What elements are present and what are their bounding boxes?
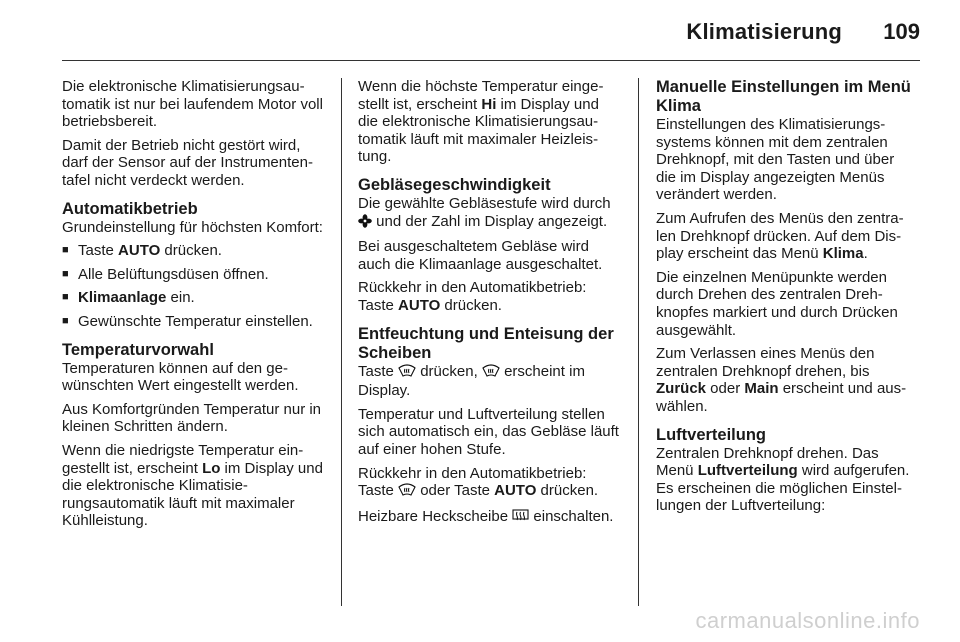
heading-temperaturvorwahl: Temperaturvorwahl [62, 340, 214, 359]
text: Wenn die höchste Temperatur eingestellt ist, erscheint [358, 78, 604, 113]
page-number: 109 [883, 19, 920, 44]
display-value: Hi [481, 95, 497, 113]
paragraph [62, 442, 324, 530]
text: einschalten. [529, 507, 614, 525]
text: im Display und die elektronische Klimatisierungsautomatik läuft mit maximaler Kühlleistung. [62, 459, 323, 530]
text: erscheint und auswählen. [656, 380, 907, 415]
paragraph: Grundeinstellung für höchsten Komfort: [62, 218, 323, 236]
menu-label: Klima [822, 245, 864, 263]
paragraph [358, 279, 620, 314]
windscreen-defrost-icon [398, 363, 416, 383]
heading-manuelle-einstellungen: Manuelle Einstellungen im Menü Klima [656, 78, 911, 115]
text: drücken. [440, 296, 502, 314]
fan-icon [358, 214, 372, 233]
list-item [62, 242, 324, 260]
menu-label: Zurück [656, 380, 707, 398]
instruction-list [62, 242, 324, 330]
text: Taste [358, 362, 399, 380]
text: Taste [78, 242, 119, 260]
menu-label: Main [744, 380, 779, 398]
key-label: Klimaanlage [78, 289, 167, 307]
paragraph: Temperaturen können auf den gewünschten Wert eingestellt werden. [62, 359, 299, 395]
column-divider [341, 78, 342, 606]
text: Die gewählte Gebläsestufe wird durch [358, 194, 611, 212]
paragraph: Die elektronische Klimatisierungsautomatik ist nur bei laufendem Motor voll betriebsbereit. [62, 78, 323, 131]
column-1 [62, 78, 324, 536]
key-label: AUTO [118, 242, 161, 260]
paragraph [358, 465, 620, 502]
paragraph: Temperatur und Luftverteilung stellen sich automatisch ein, das Gebläse läuft auf einer hohen Stufe. [358, 405, 619, 458]
paragraph: Einstellungen des Klimatisierungssystems können mit dem zentralen Drehknopf, mit den Tasten und über die im Display angezeigten Menüs verändert werden. [656, 116, 895, 204]
text: Wenn die niedrigste Temperatur eingestellt ist, erscheint [62, 441, 304, 477]
column-2 [358, 78, 620, 533]
column-divider [638, 78, 639, 606]
key-label: AUTO [494, 482, 537, 500]
rear-window-heating-icon [512, 508, 529, 528]
list-item: ■ Alle Belüftungsdüsen öffnen. [62, 266, 324, 284]
text: Rückkehr in den Automatikbetrieb: Taste [358, 464, 587, 500]
text: oder [706, 380, 745, 398]
paragraph [358, 508, 620, 528]
text: oder Taste [416, 482, 495, 500]
paragraph [358, 78, 620, 166]
page-title: Klimatisierung [686, 19, 842, 44]
paragraph [358, 195, 620, 232]
watermark: carmanualsonline.info [695, 608, 920, 633]
text: Rückkehr in den Automatikbetrieb: Taste [358, 279, 587, 314]
paragraph [358, 363, 620, 400]
text: . [863, 245, 868, 263]
heading-geblaesegeschwindigkeit: Gebläsegeschwindigkeit [358, 175, 551, 194]
text: Zentralen Drehknopf drehen. Das Menü [656, 444, 879, 480]
text: drücken, [416, 362, 482, 380]
heading-entfeuchtung: Entfeuchtung und Enteisung der Scheiben [358, 324, 614, 362]
paragraph: Die einzelnen Menüpunkte werden durch Drehen des zentralen Drehknopfes markiert und durch Drücken ausgewählt. [656, 268, 898, 339]
heading-luftverteilung: Luftverteilung [656, 425, 766, 444]
paragraph [656, 445, 918, 515]
list-item: ■ Gewünschte Temperatur einstellen. [62, 313, 324, 331]
text: erscheint im Display. [358, 362, 585, 400]
text: Heizbare Heckscheibe [358, 507, 513, 525]
text: und der Zahl im Display angezeigt. [372, 212, 608, 230]
windscreen-defrost-icon [398, 482, 416, 502]
text: drücken. [160, 242, 222, 260]
heading-automatikbetrieb: Automatikbetrieb [62, 199, 198, 218]
page-header [0, 14, 960, 54]
display-value: Lo [202, 459, 221, 477]
paragraph [656, 210, 918, 263]
text: im Display und die elektronische Klimatisierungsautomatik läuft mit maximaler Heizleistung. [358, 95, 599, 166]
key-label: AUTO [398, 296, 441, 314]
windscreen-defrost-icon [482, 363, 500, 383]
text: Zum Verlassen eines Menüs den zentralen Drehknopf drehen, bis [656, 345, 875, 380]
text: drücken. [536, 482, 599, 500]
list-item [62, 289, 324, 307]
menu-label: Luftverteilung [697, 462, 798, 480]
paragraph: Bei ausgeschaltetem Gebläse wird auch die Klimaanlage ausgeschaltet. [358, 238, 603, 273]
column-3 [656, 78, 918, 521]
header-rule [62, 60, 920, 61]
paragraph: Damit der Betrieb nicht gestört wird, darf der Sensor auf der Instrumententafel nicht verdeckt werden. [62, 136, 313, 189]
paragraph [656, 345, 918, 415]
paragraph: Aus Komfortgründen Temperatur nur in kleinen Schritten ändern. [62, 400, 322, 436]
text: wird aufgerufen. Es erscheinen die möglichen Einstellungen der Luftverteilung: [656, 462, 910, 515]
text: ein. [166, 289, 195, 307]
text: Zum Aufrufen des Menüs den zentralen Drehknopf drücken. Auf dem Display erscheint das Menü [656, 209, 904, 263]
